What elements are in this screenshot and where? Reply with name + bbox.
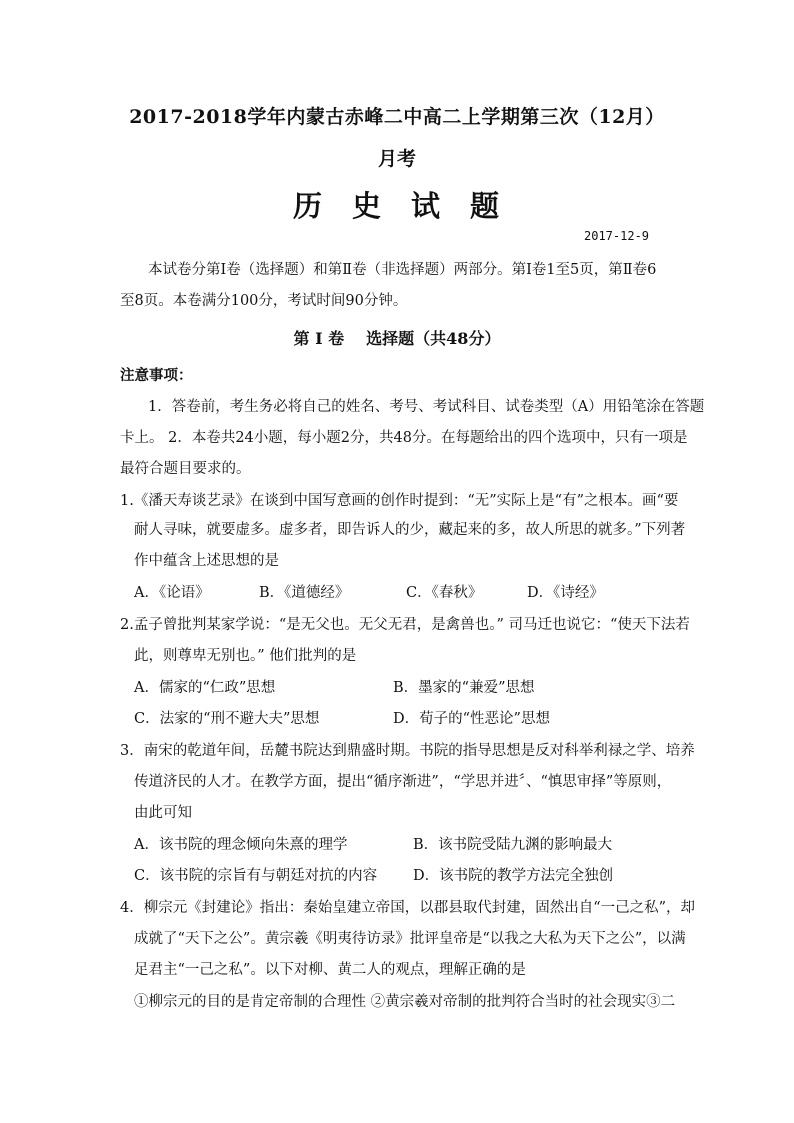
notice-line: 卡上。 2．本卷共24小题，每小题2分，共48分。在每题给出的四个选项中，只有一项是: [120, 430, 688, 446]
exam-title-line1: 2017-2018学年内蒙古赤峰二中高二上学期第三次（12月）: [129, 106, 665, 128]
question-3-option-c: C．该书院的宗旨有与朝廷对抗的内容: [134, 868, 378, 884]
section-name: 选择题（共48分）: [366, 329, 501, 348]
question-3-text: 传道济民的人才。在教学方面，提出“循序渐进”，“学思并进〞、“慎思审择”等原则，: [134, 774, 672, 790]
question-1-option-b: B．《道德经》: [259, 585, 350, 601]
notice-line: 最符合题目要求的。: [120, 461, 251, 477]
notice-heading: 注意事项：: [120, 367, 193, 384]
question-4-text: 4．柳宗元《封建论》指出：秦始皇建立帝国，以郡县取代封建，固然出自“一己之私”，却: [120, 900, 696, 916]
exam-title-line2: 月考: [377, 148, 416, 170]
subject-char: 题: [470, 189, 502, 223]
intro-line: 至8页。本卷满分100分，考试时间90分钟。: [120, 293, 408, 309]
question-4-text: 足君主“一己之私”。以下对柳、黄二人的观点，理解正确的是: [134, 962, 526, 978]
question-2-option-c: C．法家的“刑不避大夫”思想: [134, 711, 320, 727]
question-1-option-a: A．《论语》: [134, 585, 210, 601]
question-1-option-c: C．《春秋》: [406, 585, 483, 601]
subject-title: [0, 184, 794, 225]
question-3-option-a: A．该书院的理念倾向朱熹的理学: [134, 837, 348, 853]
question-3-text: 3．南宋的乾道年间，岳麓书院达到鼎盛时期。书院的指导思想是反对科举利禄之学、培养: [120, 743, 695, 759]
question-4-text: 成就了“天下之公”。黄宗羲《明夷待访录》批评皇帝是“以我之大私为天下之公”，以满: [134, 931, 686, 947]
question-1-text: 耐人寻味，就要虚多。虚多者，即告诉人的少，藏起来的多，故人所思的就多。”下列著: [134, 522, 686, 538]
question-2-option-d: D．荀子的“性恶论”思想: [393, 711, 550, 727]
section-part: 第 Ⅰ 卷: [293, 329, 345, 348]
question-4-statements: ①柳宗元的目的是肯定帝制的合理性 ②黄宗羲对帝制的批判符合当时的社会现实③二: [134, 994, 676, 1010]
question-2-option-a: A．儒家的“仁政”思想: [134, 680, 276, 696]
notice-line: 1．答卷前，考生务必将自己的姓名、考号、考试科目、试卷类型（A）用铅笔涂在答题: [148, 399, 705, 415]
question-2-option-b: B．墨家的“兼爱”思想: [393, 680, 535, 696]
question-2-text: 2.孟子曾批判某家学说：“是无父也。无父无君，是禽兽也。” 司马迁也说它：“使天下法若: [120, 617, 690, 633]
section-heading: [0, 326, 794, 349]
question-1-option-d: D．《诗经》: [527, 585, 604, 601]
subject-char: 历: [292, 189, 324, 223]
question-3-option-b: B．该书院受陆九渊的影响最大: [413, 837, 613, 853]
question-1-text: 作中蕴含上述思想的是: [134, 553, 279, 569]
intro-line: 本试卷分第Ⅰ卷（选择题）和第Ⅱ卷（非选择题）两部分。第Ⅰ卷1至5页，第Ⅱ卷6: [148, 262, 657, 278]
subject-char: 试: [411, 189, 443, 223]
question-3-text: 由此可知: [134, 805, 192, 821]
question-1-text: 1.《潘天寿谈艺录》在谈到中国写意画的创作时提到：“无”实际上是“有”之根本。画“要: [120, 493, 679, 509]
question-2-text: 此，则尊卑无别也。” 他们批判的是: [134, 648, 357, 664]
exam-date: 2017-12-9: [584, 229, 650, 243]
question-3-option-d: D．该书院的教学方法完全独创: [413, 868, 614, 884]
subject-char: 史: [351, 189, 383, 223]
